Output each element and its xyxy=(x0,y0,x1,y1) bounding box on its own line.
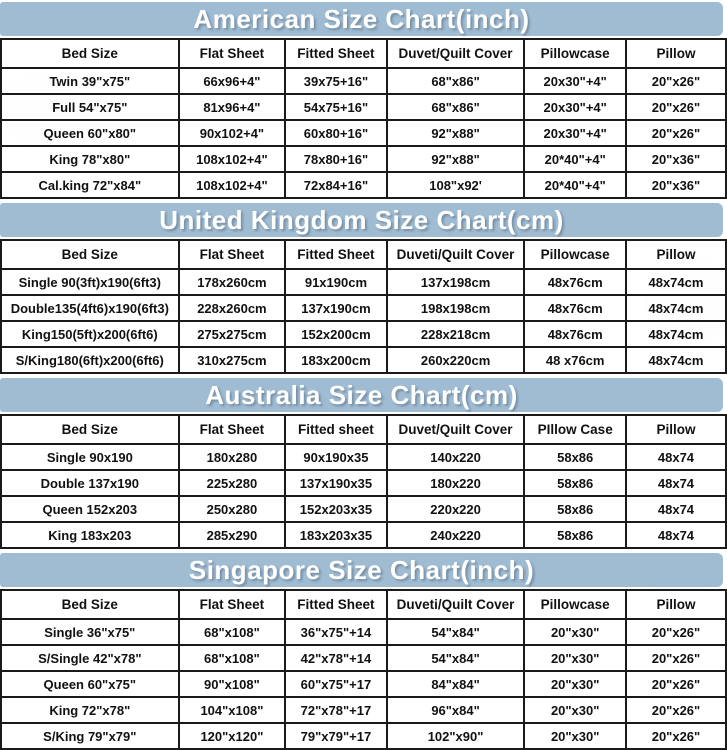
table-cell: 108x102+4" xyxy=(179,172,286,198)
table-cell: 20"x30" xyxy=(524,619,626,645)
table-cell: 178x260cm xyxy=(179,269,286,295)
table-cell: 60"x75"+17 xyxy=(285,671,387,697)
table-row xyxy=(1,444,726,470)
united-kingdom-size-chart-section xyxy=(0,203,727,374)
table-cell: Cal.king 72"x84" xyxy=(1,172,179,198)
table-cell: Single 90x190 xyxy=(1,444,179,470)
table-cell: 285x290 xyxy=(179,522,286,548)
column-header: Pillow xyxy=(626,415,726,444)
table-cell: S/King 79"x79" xyxy=(1,723,179,749)
table-cell: 42"x78"+14 xyxy=(285,645,387,671)
header-row xyxy=(1,240,726,269)
table-cell: 137x190x35 xyxy=(285,470,387,496)
column-header: Flat Sheet xyxy=(179,415,286,444)
table-row xyxy=(1,723,726,749)
column-header: Duvet/Quilt Cover xyxy=(387,415,525,444)
table-cell: 68"x108" xyxy=(179,619,286,645)
table-cell: 39x75+16" xyxy=(285,68,387,94)
australia-chart-title: Australia Size Chart(cm) xyxy=(205,379,518,410)
table-row xyxy=(1,522,726,548)
table-cell: 68"x86" xyxy=(387,68,525,94)
column-header: Fitted Sheet xyxy=(285,240,387,269)
table-cell: 20"x26" xyxy=(626,723,726,749)
table-row xyxy=(1,172,726,198)
column-header: Fitted Sheet xyxy=(285,590,387,619)
table-cell: Twin 39"x75" xyxy=(1,68,179,94)
singapore-size-table xyxy=(0,589,727,750)
table-cell: 48x74 xyxy=(626,522,726,548)
table-cell: 79"x79"+17 xyxy=(285,723,387,749)
table-row xyxy=(1,94,726,120)
table-row xyxy=(1,645,726,671)
table-cell: 20"x26" xyxy=(626,645,726,671)
table-cell: King 183x203 xyxy=(1,522,179,548)
table-row xyxy=(1,619,726,645)
column-header: Bed Size xyxy=(1,590,179,619)
table-cell: 180x220 xyxy=(387,470,525,496)
table-cell: 48x74cm xyxy=(626,269,726,295)
table-cell: 120"x120" xyxy=(179,723,286,749)
table-cell: 250x280 xyxy=(179,496,286,522)
table-cell: 108"x92' xyxy=(387,172,525,198)
singapore-chart-banner xyxy=(0,553,723,587)
singapore-chart-title: Singapore Size Chart(inch) xyxy=(188,554,535,585)
table-cell: 48x74cm xyxy=(626,295,726,321)
table-row xyxy=(1,321,726,347)
table-cell: Queen 60"x75" xyxy=(1,671,179,697)
table-cell: Single 36"x75" xyxy=(1,619,179,645)
table-cell: King150(5ft)x200(6ft6) xyxy=(1,321,179,347)
table-row xyxy=(1,697,726,723)
table-cell: 58x86 xyxy=(524,444,626,470)
table-cell: S/Single 42"x78" xyxy=(1,645,179,671)
table-cell: S/King180(6ft)x200(6ft6) xyxy=(1,347,179,373)
united-kingdom-size-table xyxy=(0,239,727,374)
table-cell: 48x74 xyxy=(626,470,726,496)
table-cell: 48x74cm xyxy=(626,347,726,373)
table-cell: 81x96+4" xyxy=(179,94,286,120)
united-kingdom-chart-banner xyxy=(0,203,723,237)
column-header: Flat Sheet xyxy=(179,240,286,269)
table-cell: 275x275cm xyxy=(179,321,286,347)
table-row xyxy=(1,146,726,172)
table-cell: 20"x30" xyxy=(524,645,626,671)
table-cell: 20*40"+4" xyxy=(524,146,626,172)
table-cell: 36"x75"+14 xyxy=(285,619,387,645)
table-cell: 20x30"+4" xyxy=(524,120,626,146)
column-header: Pillowcase xyxy=(524,240,626,269)
table-cell: Double135(4ft6)x190(6ft3) xyxy=(1,295,179,321)
table-cell: Queen 152x203 xyxy=(1,496,179,522)
table-cell: 183x200cm xyxy=(285,347,387,373)
table-cell: 58x86 xyxy=(524,470,626,496)
column-header: Bed Size xyxy=(1,39,179,68)
american-size-chart-section xyxy=(0,2,727,199)
table-cell: 20"x26" xyxy=(626,619,726,645)
column-header: Bed Size xyxy=(1,415,179,444)
column-header: Pillowcase xyxy=(524,39,626,68)
column-header: Pillow xyxy=(626,240,726,269)
table-cell: 102"x90" xyxy=(387,723,525,749)
american-chart-banner xyxy=(0,2,723,36)
table-cell: 72x84+16" xyxy=(285,172,387,198)
table-cell: 66x96+4" xyxy=(179,68,286,94)
table-cell: 20"x30" xyxy=(524,723,626,749)
table-cell: 72"x78"+17 xyxy=(285,697,387,723)
table-cell: 20"x26" xyxy=(626,94,726,120)
table-cell: 108x102+4" xyxy=(179,146,286,172)
table-cell: 104"x108" xyxy=(179,697,286,723)
table-cell: 228x260cm xyxy=(179,295,286,321)
table-cell: King 72"x78" xyxy=(1,697,179,723)
table-cell: 54x75+16" xyxy=(285,94,387,120)
table-cell: 310x275cm xyxy=(179,347,286,373)
column-header: Bed Size xyxy=(1,240,179,269)
table-cell: 90x190x35 xyxy=(285,444,387,470)
table-cell: 183x203x35 xyxy=(285,522,387,548)
singapore-size-chart-section xyxy=(0,553,727,750)
column-header: Duvet/Quilt Cover xyxy=(387,39,525,68)
table-cell: 225x280 xyxy=(179,470,286,496)
table-cell: 20"x36" xyxy=(626,146,726,172)
table-cell: 48x74cm xyxy=(626,321,726,347)
table-cell: 20*40"+4" xyxy=(524,172,626,198)
table-cell: Single 90(3ft)x190(6ft3) xyxy=(1,269,179,295)
table-cell: 20x30"+4" xyxy=(524,68,626,94)
table-cell: 20"x26" xyxy=(626,120,726,146)
table-cell: 58x86 xyxy=(524,522,626,548)
table-cell: 228x218cm xyxy=(387,321,525,347)
table-cell: 90"x108" xyxy=(179,671,286,697)
table-cell: 90x102+4" xyxy=(179,120,286,146)
column-header: Fitted Sheet xyxy=(285,39,387,68)
table-row xyxy=(1,347,726,373)
table-row xyxy=(1,470,726,496)
header-row xyxy=(1,415,726,444)
table-cell: King 78"x80" xyxy=(1,146,179,172)
column-header: Flat Sheet xyxy=(179,39,286,68)
table-cell: 180x280 xyxy=(179,444,286,470)
united-kingdom-chart-title: United Kingdom Size Chart(cm) xyxy=(159,204,564,235)
column-header: Pillow xyxy=(626,39,726,68)
column-header: PIllow Case xyxy=(524,415,626,444)
table-row xyxy=(1,671,726,697)
table-cell: 152x203x35 xyxy=(285,496,387,522)
table-cell: 137x190cm xyxy=(285,295,387,321)
column-header: Pillowcase xyxy=(524,590,626,619)
table-cell: 20"x36" xyxy=(626,172,726,198)
table-cell: 48x74 xyxy=(626,444,726,470)
table-cell: 48x76cm xyxy=(524,321,626,347)
column-header: Duveti/Quilt Cover xyxy=(387,240,525,269)
table-cell: 20"x26" xyxy=(626,671,726,697)
american-size-table xyxy=(0,38,727,199)
table-cell: 48 x76cm xyxy=(524,347,626,373)
table-cell: 140x220 xyxy=(387,444,525,470)
header-row xyxy=(1,39,726,68)
table-cell: 48x76cm xyxy=(524,295,626,321)
column-header: Duveti/Quilt Cover xyxy=(387,590,525,619)
table-cell: 58x86 xyxy=(524,496,626,522)
table-row xyxy=(1,295,726,321)
table-cell: 68"x86" xyxy=(387,94,525,120)
table-cell: 54"x84" xyxy=(387,645,525,671)
table-row xyxy=(1,269,726,295)
table-cell: 220x220 xyxy=(387,496,525,522)
table-cell: 48x74 xyxy=(626,496,726,522)
table-row xyxy=(1,496,726,522)
table-cell: 92"x88" xyxy=(387,146,525,172)
table-cell: 20"x30" xyxy=(524,671,626,697)
header-row xyxy=(1,590,726,619)
table-cell: Queen 60"x80" xyxy=(1,120,179,146)
table-cell: 20"x26" xyxy=(626,68,726,94)
table-row xyxy=(1,68,726,94)
table-row xyxy=(1,120,726,146)
table-cell: 60x80+16" xyxy=(285,120,387,146)
table-cell: 137x198cm xyxy=(387,269,525,295)
table-cell: 240x220 xyxy=(387,522,525,548)
table-cell: 20x30"+4" xyxy=(524,94,626,120)
column-header: Pillow xyxy=(626,590,726,619)
table-cell: 152x200cm xyxy=(285,321,387,347)
table-cell: 92"x88" xyxy=(387,120,525,146)
table-cell: 260x220cm xyxy=(387,347,525,373)
australia-size-chart-section xyxy=(0,378,727,549)
table-cell: 198x198cm xyxy=(387,295,525,321)
column-header: Flat Sheet xyxy=(179,590,286,619)
table-cell: 91x190cm xyxy=(285,269,387,295)
table-cell: Full 54"x75" xyxy=(1,94,179,120)
australia-chart-banner xyxy=(0,378,723,412)
table-cell: 48x76cm xyxy=(524,269,626,295)
australia-size-table xyxy=(0,414,727,549)
american-chart-title: American Size Chart(inch) xyxy=(193,3,530,34)
table-cell: 20"x26" xyxy=(626,697,726,723)
table-cell: Double 137x190 xyxy=(1,470,179,496)
table-cell: 20"x30" xyxy=(524,697,626,723)
table-cell: 54"x84" xyxy=(387,619,525,645)
table-cell: 78x80+16" xyxy=(285,146,387,172)
table-cell: 84"x84" xyxy=(387,671,525,697)
table-cell: 68"x108" xyxy=(179,645,286,671)
column-header: Fitted sheet xyxy=(285,415,387,444)
table-cell: 96"x84" xyxy=(387,697,525,723)
